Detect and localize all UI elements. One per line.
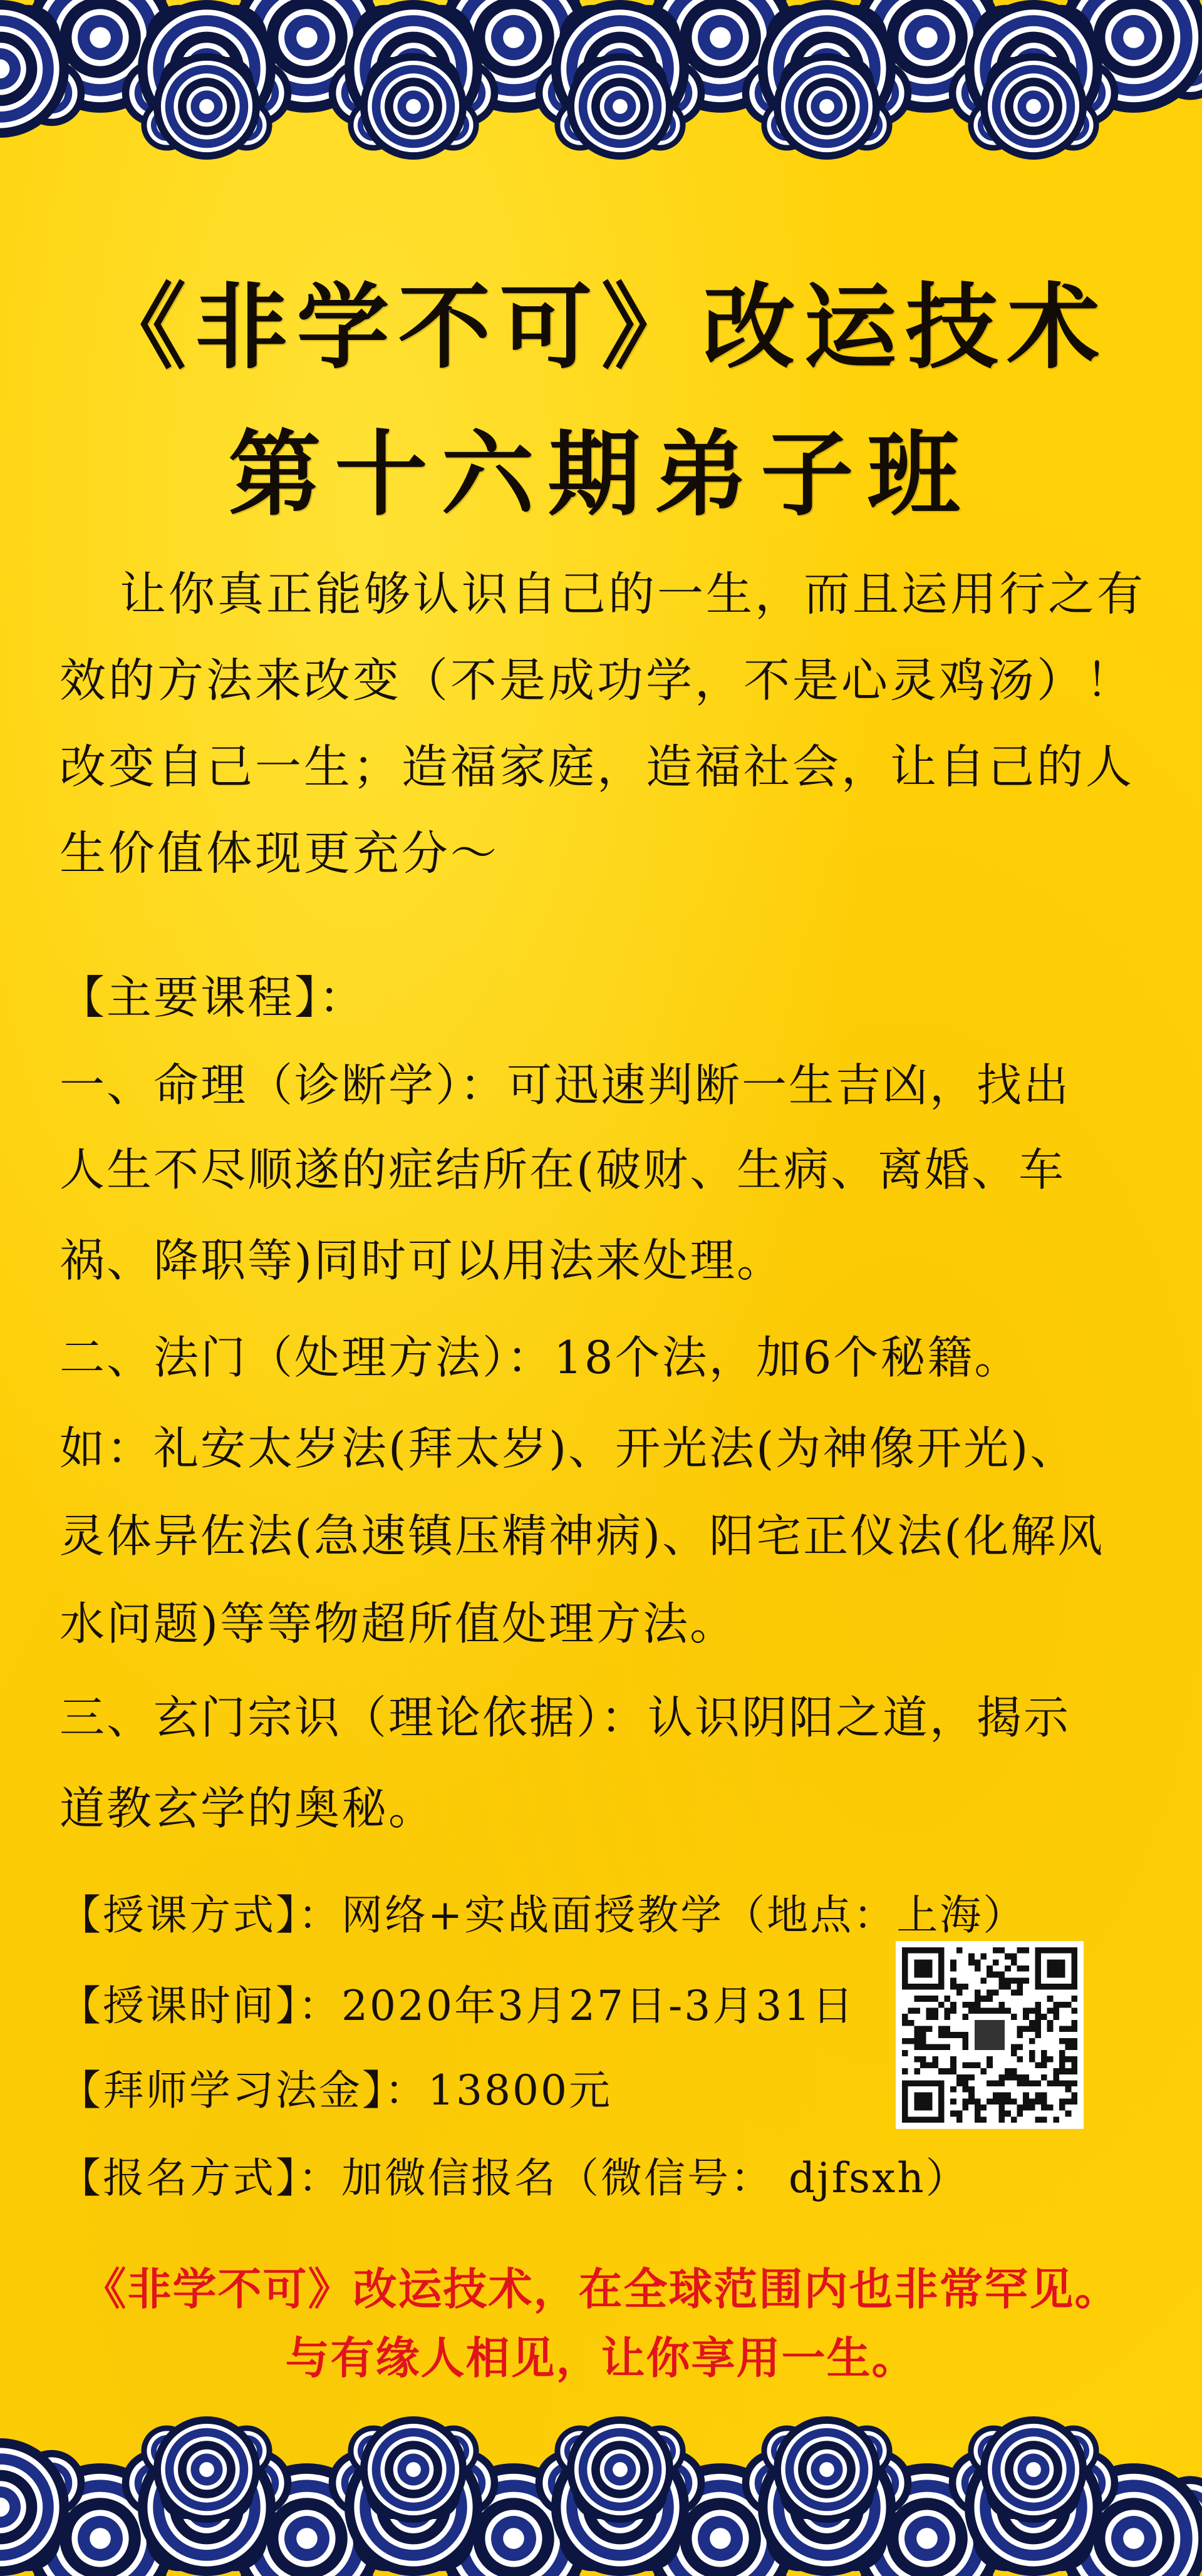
course-line: 一、命理（诊断学）：可迅速判断一生吉凶，找出 <box>60 1059 1071 1111</box>
top-cloud-border <box>0 0 1202 225</box>
page-subtitle: 第十六期弟子班 <box>228 420 974 528</box>
signup-method: 【报名方式】：加微信报名（微信号： djfsxh） <box>60 2154 969 2202</box>
tuition-fee: 【拜师学习法金】：13800元 <box>60 2066 612 2115</box>
course-line: 三、玄门宗识（理论依据）：认识阴阳之道，揭示 <box>60 1691 1071 1744</box>
bottom-cloud-border <box>0 2351 1202 2576</box>
course-line: 道教玄学的奥秘。 <box>60 1782 436 1835</box>
closing-line-1: 《非学不可》改运技术，在全球范围内也非常罕见。 <box>82 2264 1120 2315</box>
course-line: 如：礼安太岁法(拜太岁)、开光法(为神像开光)、 <box>60 1422 1077 1475</box>
course-line: 人生不尽顺遂的症结所在(破财、生病、离婚、车 <box>60 1143 1066 1196</box>
page-title: 《非学不可》改运技术 <box>93 272 1109 381</box>
closing-line-2: 与有缘人相见，让你享用一生。 <box>285 2332 917 2384</box>
course-line: 灵体异佐法(急速镇压精神病)、阳宅正仪法(化解风 <box>60 1510 1105 1562</box>
teaching-time: 【授课时间】：2020年3月27日-3月31日 <box>60 1982 856 2030</box>
course-line: 二、法门（处理方法）：18个法，加6个秘籍。 <box>60 1331 1022 1384</box>
course-line: 祸、降职等)同时可以用法来处理。 <box>60 1234 784 1287</box>
teaching-method: 【授课方式】：网络+实战面授教学（地点：上海） <box>60 1891 1027 1939</box>
wechat-qr-code[interactable] <box>896 1941 1084 2129</box>
course-line: 水问题)等等物超所值处理方法。 <box>60 1597 737 1650</box>
courses-heading: 【主要课程】： <box>60 971 366 1024</box>
intro-paragraph: 让你真正能够认识自己的一生，而且运用行之有效的方法来改变（不是成功学，不是心灵鸡汤）！改变自己一生；造福家庭，造福社会，让自己的人生价值体现更充分～ <box>60 567 1146 880</box>
